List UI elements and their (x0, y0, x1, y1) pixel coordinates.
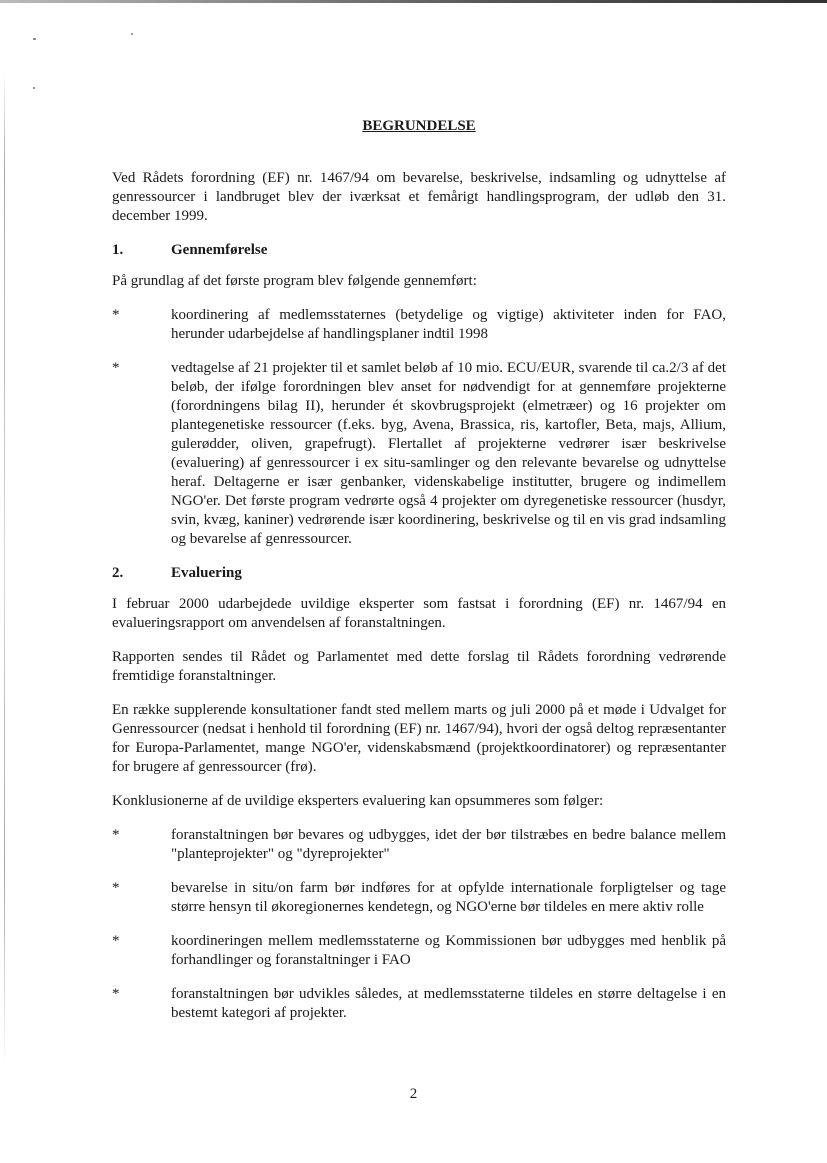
list-item (112, 985, 726, 1023)
bullet-text: koordinering af medlemsstaternes (betydelige og vigtige) aktiviteter inden for FAO, herunder udarbejdelse af handlingsplaner indtil 1998 (171, 307, 726, 342)
section-2-heading (112, 564, 726, 583)
scan-edge-top (0, 0, 827, 3)
section-2-title: Evaluering (171, 565, 242, 581)
list-item (112, 932, 726, 970)
scan-edge-left (4, 70, 5, 1070)
bullet-marker: * (112, 933, 120, 949)
list-item (112, 879, 726, 917)
section-1-title: Gennemførelse (171, 242, 268, 258)
bullet-text: foranstaltningen bør bevares og udbygges, idet der bør tilstræbes en bedre balance mellem "planteprojekter" og "dyreprojekter" (171, 827, 726, 862)
bullet-marker: * (112, 307, 120, 323)
conclusion-lead: Konklusionerne af de uvildige eksperters evaluering kan opsummeres som følger: (112, 793, 604, 809)
bullet-text: vedtagelse af 21 projekter til et samlet beløb af 10 mio. ECU/EUR, svarende til ca.2/3 af det beløb, der ifølge forordningen blev anset for nødvendigt for at gennemføre projekterne (forordningens bilag II), herunder ét skovbrugsprojekt (elmetræer) og 16 projekter om plantegenetiske ressourcer (f.eks. byg, Avena, Brassica, ris, kartofler, Beta, majs, Allium, gulerødder, oliven, grapefrugt). Flertallet af projekterne vedrører især beskrivelse (evaluering) af genressourcer i ex situ-samlinger og den relevante bevarelse og udnyttelse heraf. Deltagerne er især genbanker, videnskabelige institutter, brugere og indimellem NGO'er. Det første program vedrørte også 4 projekter om dyregenetiske ressourcer (husdyr, svin, kvæg, kaniner) vedrørende især koordinering, beskrivelse og til en vis grad indsamling og bevarelse af genressourcer. (171, 360, 726, 547)
scan-speck (131, 33, 133, 35)
scan-speck (33, 87, 35, 89)
bullet-text: koordineringen mellem medlemsstaterne og Kommissionen bør udbygges med henblik på forhandlinger og foranstaltninger i FAO (171, 933, 726, 968)
bullet-marker: * (112, 360, 120, 376)
section-1-lead: På grundlag af det første program blev følgende gennemført: (112, 273, 477, 289)
document-page (112, 118, 726, 1038)
bullet-text: bevarelse in situ/on farm bør indføres for at opfylde internationale forpligtelser og tage større hensyn til økoregionernes kendetegn, og NGO'erne bør tildeles en mere aktiv rolle (171, 880, 726, 915)
section-1-number: 1. (112, 242, 124, 258)
list-item (112, 359, 726, 549)
list-item (112, 826, 726, 864)
section-2-paragraph: I februar 2000 udarbejdede uvildige eksperter som fastsat i forordning (EF) nr. 1467/94 en evalueringsrapport om anvendelsen af foranstaltningen. (112, 596, 726, 631)
page-number: 2 (409, 1086, 418, 1102)
document-title: BEGRUNDELSE (362, 118, 476, 134)
bullet-marker: * (112, 827, 120, 843)
bullet-marker: * (112, 986, 120, 1002)
section-1-heading (112, 241, 726, 260)
list-item (112, 306, 726, 344)
bullet-text: foranstaltningen bør udvikles således, at medlemsstaterne tildeles en større deltagelse i en bestemt kategori af projekter. (171, 986, 726, 1021)
scan-speck (33, 38, 36, 40)
section-2-paragraph: En række supplerende konsultationer fandt sted mellem marts og juli 2000 på et møde i Udvalget for Genressourcer (nedsat i henhold til forordning (EF) nr. 1467/94), hvori der også deltog repræsentanter for Europa-Parlamentet, mange NGO'er, videnskabsmænd (projektkoordinatorer) og repræsentanter for brugere af genressourcer (frø). (112, 702, 726, 775)
intro-paragraph: Ved Rådets forordning (EF) nr. 1467/94 om bevarelse, beskrivelse, indsamling og udnyttelse af genressourcer i landbruget blev der iværksat et femårigt handlingsprogram, der udløb den 31. december 1999. (112, 170, 726, 224)
section-2-paragraph: Rapporten sendes til Rådet og Parlamentet med dette forslag til Rådets forordning vedrørende fremtidige foranstaltninger. (112, 649, 726, 684)
bullet-marker: * (112, 880, 120, 896)
section-2-number: 2. (112, 565, 124, 581)
